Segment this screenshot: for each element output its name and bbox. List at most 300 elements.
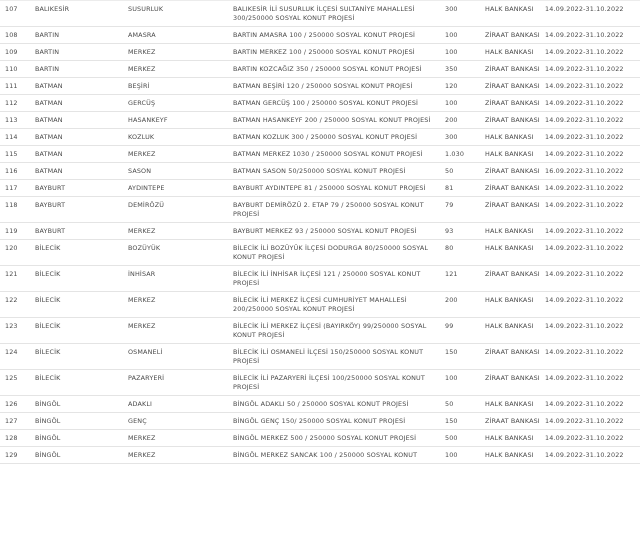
- application-dates-cell: [545, 318, 640, 344]
- table-row: [0, 240, 640, 266]
- province-cell: [35, 1, 128, 27]
- project-name-cell: [233, 447, 445, 464]
- table-row: [0, 44, 640, 61]
- application-dates-cell-text: 14.09.2022-31.10.2022: [545, 400, 624, 408]
- row-number: [0, 240, 35, 266]
- bank-cell: [485, 180, 545, 197]
- bank-cell: [485, 223, 545, 240]
- district-cell-text: PAZARYERİ: [128, 374, 165, 382]
- application-dates-cell-text: 14.09.2022-31.10.2022: [545, 348, 624, 356]
- project-name-cell-text: BATMAN MERKEZ 1030 / 250000 SOSYAL KONUT PROJESİ: [233, 150, 423, 158]
- row-number-text: 119: [5, 227, 18, 235]
- district-cell-text: BOZÜYÜK: [128, 244, 161, 252]
- housing-count-cell-text: 81: [445, 184, 454, 192]
- row-number-text: 115: [5, 150, 18, 158]
- bank-cell: [485, 240, 545, 266]
- housing-count-cell-text: 79: [445, 201, 454, 209]
- district-cell-text: GERCÜŞ: [128, 99, 156, 107]
- application-dates-cell: [545, 27, 640, 44]
- application-dates-cell-text: 14.09.2022-31.10.2022: [545, 133, 624, 141]
- table-row: [0, 413, 640, 430]
- housing-count-cell: [445, 146, 485, 163]
- project-name-cell: [233, 163, 445, 180]
- application-dates-cell-text: 14.09.2022-31.10.2022: [545, 65, 624, 73]
- bank-cell: [485, 146, 545, 163]
- project-name-cell: [233, 95, 445, 112]
- district-cell: [128, 1, 233, 27]
- district-cell-text: AYDINTEPE: [128, 184, 165, 192]
- province-cell-text: BİLECİK: [35, 244, 61, 252]
- bank-cell-text: ZİRAAT BANKASI: [485, 348, 540, 356]
- row-number: [0, 146, 35, 163]
- district-cell: [128, 112, 233, 129]
- bank-cell-text: HALK BANKASI: [485, 227, 534, 235]
- bank-cell-text: HALK BANKASI: [485, 434, 534, 442]
- project-name-cell-text: BARTIN KOZCAĞIZ 350 / 250000 SOSYAL KONUT PROJESİ: [233, 65, 422, 73]
- bank-cell: [485, 318, 545, 344]
- bank-cell: [485, 44, 545, 61]
- application-dates-cell: [545, 95, 640, 112]
- province-cell: [35, 129, 128, 146]
- application-dates-cell-text: 14.09.2022-31.10.2022: [545, 270, 624, 278]
- housing-count-cell: [445, 292, 485, 318]
- district-cell-text: DEMİRÖZÜ: [128, 201, 165, 209]
- district-cell-text: AMASRA: [128, 31, 156, 39]
- project-name-cell: [233, 129, 445, 146]
- province-cell: [35, 413, 128, 430]
- application-dates-cell-text: 14.09.2022-31.10.2022: [545, 374, 624, 382]
- housing-count-cell: [445, 180, 485, 197]
- row-number-text: 107: [5, 5, 18, 13]
- row-number: [0, 61, 35, 78]
- province-cell: [35, 430, 128, 447]
- province-cell-text: BARTIN: [35, 65, 60, 73]
- province-cell-text: BARTIN: [35, 48, 60, 56]
- housing-count-cell: [445, 129, 485, 146]
- housing-count-cell-text: 300: [445, 5, 458, 13]
- application-dates-cell: [545, 370, 640, 396]
- application-dates-cell-text: 14.09.2022-31.10.2022: [545, 150, 624, 158]
- district-cell: [128, 266, 233, 292]
- project-name-cell-text: BİLECİK İLİ BOZÜYÜK İLÇESİ DODURGA 80/250000 SOSYAL KONUT PROJESİ: [233, 244, 429, 261]
- project-name-cell-text: BİLECİK İLİ MERKEZ İLÇESİ CUMHURİYET MAHALLESİ 200/250000 SOSYAL KONUT PROJESİ: [233, 296, 407, 313]
- project-name-cell: [233, 146, 445, 163]
- row-number-text: 114: [5, 133, 18, 141]
- province-cell-text: BATMAN: [35, 116, 63, 124]
- bank-cell: [485, 266, 545, 292]
- application-dates-cell-text: 14.09.2022-31.10.2022: [545, 434, 624, 442]
- housing-count-cell-text: 121: [445, 270, 458, 278]
- bank-cell: [485, 27, 545, 44]
- application-dates-cell-text: 14.09.2022-31.10.2022: [545, 48, 624, 56]
- bank-cell: [485, 413, 545, 430]
- project-name-cell-text: BİLECİK İLİ MERKEZ İLÇESİ (BAYIRKÖY) 99/250000 SOSYAL KONUT PROJESİ: [233, 322, 427, 339]
- row-number: [0, 112, 35, 129]
- row-number-text: 117: [5, 184, 18, 192]
- district-cell-text: OSMANELİ: [128, 348, 163, 356]
- district-cell-text: MERKEZ: [128, 150, 156, 158]
- row-number-text: 124: [5, 348, 18, 356]
- housing-count-cell: [445, 61, 485, 78]
- bank-cell-text: ZİRAAT BANKASI: [485, 82, 540, 90]
- district-cell-text: MERKEZ: [128, 451, 156, 459]
- district-cell: [128, 292, 233, 318]
- application-dates-cell-text: 14.09.2022-31.10.2022: [545, 31, 624, 39]
- province-cell: [35, 318, 128, 344]
- housing-count-cell: [445, 413, 485, 430]
- table-row: [0, 292, 640, 318]
- housing-count-cell-text: 100: [445, 374, 458, 382]
- table-row: [0, 163, 640, 180]
- district-cell-text: BEŞİRİ: [128, 82, 150, 90]
- housing-count-cell: [445, 197, 485, 223]
- table-row: [0, 27, 640, 44]
- application-dates-cell-text: 14.09.2022-31.10.2022: [545, 184, 624, 192]
- row-number: [0, 447, 35, 464]
- district-cell: [128, 61, 233, 78]
- row-number-text: 126: [5, 400, 18, 408]
- province-cell: [35, 447, 128, 464]
- bank-cell: [485, 447, 545, 464]
- district-cell: [128, 27, 233, 44]
- province-cell-text: BİLECİK: [35, 348, 61, 356]
- province-cell: [35, 344, 128, 370]
- table-row: [0, 129, 640, 146]
- bank-cell-text: ZİRAAT BANKASI: [485, 65, 540, 73]
- application-dates-cell: [545, 240, 640, 266]
- bank-cell-text: HALK BANKASI: [485, 296, 534, 304]
- province-cell-text: BATMAN: [35, 99, 63, 107]
- project-name-cell: [233, 27, 445, 44]
- district-cell: [128, 146, 233, 163]
- housing-count-cell-text: 120: [445, 82, 458, 90]
- project-name-cell-text: BİLECİK İLİ PAZARYERİ İLÇESİ 100/250000 SOSYAL KONUT PROJESİ: [233, 374, 425, 391]
- row-number: [0, 180, 35, 197]
- application-dates-cell: [545, 447, 640, 464]
- district-cell-text: MERKEZ: [128, 48, 156, 56]
- district-cell: [128, 95, 233, 112]
- application-dates-cell: [545, 112, 640, 129]
- application-dates-cell-text: 14.09.2022-31.10.2022: [545, 227, 624, 235]
- housing-count-cell-text: 500: [445, 434, 458, 442]
- housing-count-cell: [445, 163, 485, 180]
- project-name-cell-text: BARTIN MERKEZ 100 / 250000 SOSYAL KONUT PROJESİ: [233, 48, 415, 56]
- province-cell-text: BARTIN: [35, 31, 60, 39]
- row-number: [0, 318, 35, 344]
- project-name-cell-text: BAYBURT AYDINTEPE 81 / 250000 SOSYAL KONUT PROJESİ: [233, 184, 426, 192]
- province-cell: [35, 146, 128, 163]
- province-cell-text: BAYBURT: [35, 184, 66, 192]
- application-dates-cell: [545, 292, 640, 318]
- housing-count-cell: [445, 27, 485, 44]
- district-cell-text: MERKEZ: [128, 322, 156, 330]
- housing-count-cell: [445, 78, 485, 95]
- project-name-cell-text: BATMAN BEŞİRİ 120 / 250000 SOSYAL KONUT PROJESİ: [233, 82, 413, 90]
- table-row: [0, 1, 640, 27]
- project-name-cell: [233, 180, 445, 197]
- table-row: [0, 112, 640, 129]
- housing-count-cell-text: 99: [445, 322, 454, 330]
- province-cell: [35, 112, 128, 129]
- row-number-text: 116: [5, 167, 18, 175]
- province-cell-text: BATMAN: [35, 133, 63, 141]
- application-dates-cell-text: 14.09.2022-31.10.2022: [545, 451, 624, 459]
- district-cell: [128, 44, 233, 61]
- district-cell: [128, 370, 233, 396]
- project-name-cell-text: BİNGÖL MERKEZ SANCAK 100 / 250000 SOSYAL KONUT: [233, 451, 418, 459]
- table-row: [0, 266, 640, 292]
- bank-cell-text: ZİRAAT BANKASI: [485, 167, 540, 175]
- province-cell-text: BİNGÖL: [35, 400, 61, 408]
- province-cell: [35, 396, 128, 413]
- housing-count-cell-text: 100: [445, 451, 458, 459]
- project-name-cell-text: BATMAN SASON 50/250000 SOSYAL KONUT PROJESİ: [233, 167, 406, 175]
- bank-cell-text: HALK BANKASI: [485, 451, 534, 459]
- district-cell: [128, 240, 233, 266]
- application-dates-cell: [545, 197, 640, 223]
- application-dates-cell: [545, 413, 640, 430]
- bank-cell-text: ZİRAAT BANKASI: [485, 201, 540, 209]
- housing-count-cell-text: 350: [445, 65, 458, 73]
- housing-count-cell-text: 1.030: [445, 150, 465, 158]
- application-dates-cell: [545, 1, 640, 27]
- province-cell: [35, 223, 128, 240]
- row-number: [0, 163, 35, 180]
- bank-cell: [485, 163, 545, 180]
- project-name-cell: [233, 292, 445, 318]
- project-name-cell: [233, 413, 445, 430]
- application-dates-cell: [545, 266, 640, 292]
- project-name-cell: [233, 396, 445, 413]
- row-number: [0, 27, 35, 44]
- housing-count-cell-text: 100: [445, 31, 458, 39]
- table-row: [0, 197, 640, 223]
- housing-count-cell: [445, 112, 485, 129]
- province-cell-text: BİLECİK: [35, 322, 61, 330]
- row-number-text: 108: [5, 31, 18, 39]
- row-number: [0, 266, 35, 292]
- housing-count-cell-text: 93: [445, 227, 454, 235]
- table-row: [0, 61, 640, 78]
- table-body: [0, 1, 640, 464]
- project-name-cell: [233, 318, 445, 344]
- province-cell-text: BİNGÖL: [35, 451, 61, 459]
- application-dates-cell: [545, 129, 640, 146]
- project-name-cell: [233, 223, 445, 240]
- bank-cell-text: ZİRAAT BANKASI: [485, 270, 540, 278]
- province-cell: [35, 180, 128, 197]
- housing-count-cell-text: 200: [445, 116, 458, 124]
- row-number-text: 125: [5, 374, 18, 382]
- row-number-text: 127: [5, 417, 18, 425]
- district-cell: [128, 447, 233, 464]
- row-number-text: 110: [5, 65, 18, 73]
- district-cell: [128, 180, 233, 197]
- row-number-text: 121: [5, 270, 18, 278]
- application-dates-cell: [545, 146, 640, 163]
- row-number: [0, 430, 35, 447]
- row-number-text: 111: [5, 82, 18, 90]
- housing-count-cell: [445, 344, 485, 370]
- housing-count-cell: [445, 266, 485, 292]
- district-cell-text: İNHİSAR: [128, 270, 156, 278]
- table-row: [0, 223, 640, 240]
- district-cell-text: MERKEZ: [128, 434, 156, 442]
- application-dates-cell-text: 14.09.2022-31.10.2022: [545, 322, 624, 330]
- application-dates-cell: [545, 344, 640, 370]
- row-number-text: 129: [5, 451, 18, 459]
- bank-cell: [485, 197, 545, 223]
- bank-cell-text: ZİRAAT BANKASI: [485, 99, 540, 107]
- district-cell-text: HASANKEYF: [128, 116, 168, 124]
- application-dates-cell: [545, 223, 640, 240]
- housing-count-cell: [445, 44, 485, 61]
- bank-cell: [485, 95, 545, 112]
- district-cell: [128, 78, 233, 95]
- province-cell: [35, 197, 128, 223]
- row-number-text: 122: [5, 296, 18, 304]
- province-cell: [35, 163, 128, 180]
- row-number: [0, 78, 35, 95]
- province-cell-text: BİNGÖL: [35, 417, 61, 425]
- province-cell-text: BİLECİK: [35, 270, 61, 278]
- housing-count-cell-text: 50: [445, 400, 454, 408]
- province-cell: [35, 292, 128, 318]
- application-dates-cell-text: 14.09.2022-31.10.2022: [545, 99, 624, 107]
- bank-cell: [485, 370, 545, 396]
- application-dates-cell: [545, 163, 640, 180]
- project-name-cell-text: BATMAN KOZLUK 300 / 250000 SOSYAL KONUT PROJESİ: [233, 133, 418, 141]
- district-cell: [128, 413, 233, 430]
- row-number: [0, 1, 35, 27]
- housing-count-cell: [445, 318, 485, 344]
- housing-count-cell-text: 80: [445, 244, 454, 252]
- project-name-cell-text: BİNGÖL GENÇ 150/ 250000 SOSYAL KONUT PROJESİ: [233, 417, 406, 425]
- project-name-cell: [233, 240, 445, 266]
- district-cell: [128, 396, 233, 413]
- application-dates-cell-text: 14.09.2022-31.10.2022: [545, 5, 624, 13]
- application-dates-cell: [545, 180, 640, 197]
- project-name-cell-text: BİLECİK İLİ OSMANELİ İLÇESİ 150/250000 SOSYAL KONUT PROJESİ: [233, 348, 424, 365]
- district-cell-text: GENÇ: [128, 417, 147, 425]
- row-number: [0, 129, 35, 146]
- housing-count-cell: [445, 370, 485, 396]
- table-row: [0, 78, 640, 95]
- table-row: [0, 344, 640, 370]
- row-number: [0, 197, 35, 223]
- table-row: [0, 396, 640, 413]
- province-cell-text: BAYBURT: [35, 227, 66, 235]
- row-number-text: 112: [5, 99, 18, 107]
- district-cell-text: SASON: [128, 167, 152, 175]
- district-cell: [128, 163, 233, 180]
- province-cell: [35, 61, 128, 78]
- district-cell: [128, 223, 233, 240]
- province-cell-text: BAYBURT: [35, 201, 66, 209]
- province-cell-text: BATMAN: [35, 150, 63, 158]
- project-name-cell: [233, 61, 445, 78]
- housing-count-cell-text: 100: [445, 48, 458, 56]
- province-cell-text: BATMAN: [35, 167, 63, 175]
- project-name-cell-text: BAYBURT DEMİRÖZÜ 2. ETAP 79 / 250000 SOSYAL KONUT PROJESİ: [233, 201, 424, 218]
- housing-count-cell-text: 50: [445, 167, 454, 175]
- application-dates-cell-text: 16.09.2022-31.10.2022: [545, 167, 624, 175]
- district-cell: [128, 318, 233, 344]
- application-dates-cell: [545, 78, 640, 95]
- project-name-cell-text: BATMAN GERCÜŞ 100 / 250000 SOSYAL KONUT PROJESİ: [233, 99, 419, 107]
- bank-cell: [485, 61, 545, 78]
- housing-count-cell-text: 100: [445, 99, 458, 107]
- province-cell: [35, 370, 128, 396]
- row-number: [0, 413, 35, 430]
- district-cell-text: ADAKLI: [128, 400, 153, 408]
- project-name-cell: [233, 430, 445, 447]
- province-cell-text: BALIKESİR: [35, 5, 70, 13]
- project-name-cell: [233, 112, 445, 129]
- district-cell-text: MERKEZ: [128, 65, 156, 73]
- project-name-cell-text: BAYBURT MERKEZ 93 / 250000 SOSYAL KONUT PROJESİ: [233, 227, 417, 235]
- project-name-cell: [233, 344, 445, 370]
- bank-cell-text: ZİRAAT BANKASI: [485, 31, 540, 39]
- bank-cell: [485, 292, 545, 318]
- project-name-cell-text: BALIKESİR İLİ SUSURLUK İLÇESİ SULTANİYE MAHALLESİ 300/250000 SOSYAL KONUT PROJESİ: [233, 5, 415, 22]
- bank-cell-text: HALK BANKASI: [485, 244, 534, 252]
- row-number: [0, 396, 35, 413]
- project-name-cell: [233, 78, 445, 95]
- housing-count-cell-text: 150: [445, 417, 458, 425]
- row-number-text: 123: [5, 322, 18, 330]
- bank-cell: [485, 78, 545, 95]
- application-dates-cell-text: 14.09.2022-31.10.2022: [545, 116, 624, 124]
- bank-cell: [485, 129, 545, 146]
- housing-count-cell: [445, 240, 485, 266]
- project-name-cell-text: BATMAN HASANKEYF 200 / 250000 SOSYAL KONUT PROJESİ: [233, 116, 431, 124]
- row-number-text: 128: [5, 434, 18, 442]
- province-cell-text: BİNGÖL: [35, 434, 61, 442]
- row-number-text: 118: [5, 201, 18, 209]
- table-row: [0, 146, 640, 163]
- bank-cell-text: HALK BANKASI: [485, 400, 534, 408]
- province-cell: [35, 78, 128, 95]
- housing-count-cell: [445, 430, 485, 447]
- district-cell: [128, 344, 233, 370]
- province-cell-text: BİLECİK: [35, 296, 61, 304]
- row-number: [0, 44, 35, 61]
- bank-cell-text: HALK BANKASI: [485, 5, 534, 13]
- row-number: [0, 95, 35, 112]
- table-row: [0, 430, 640, 447]
- application-dates-cell: [545, 44, 640, 61]
- row-number: [0, 370, 35, 396]
- table-row: [0, 180, 640, 197]
- bank-cell: [485, 112, 545, 129]
- bank-cell: [485, 396, 545, 413]
- application-dates-cell-text: 14.09.2022-31.10.2022: [545, 82, 624, 90]
- housing-count-cell-text: 300: [445, 133, 458, 141]
- table-row: [0, 95, 640, 112]
- district-cell-text: SUSURLUK: [128, 5, 164, 13]
- bank-cell-text: HALK BANKASI: [485, 48, 534, 56]
- housing-count-cell: [445, 1, 485, 27]
- district-cell: [128, 129, 233, 146]
- province-cell: [35, 95, 128, 112]
- district-cell-text: MERKEZ: [128, 227, 156, 235]
- bank-cell: [485, 344, 545, 370]
- row-number: [0, 344, 35, 370]
- row-number-text: 120: [5, 244, 18, 252]
- row-number-text: 109: [5, 48, 18, 56]
- row-number: [0, 223, 35, 240]
